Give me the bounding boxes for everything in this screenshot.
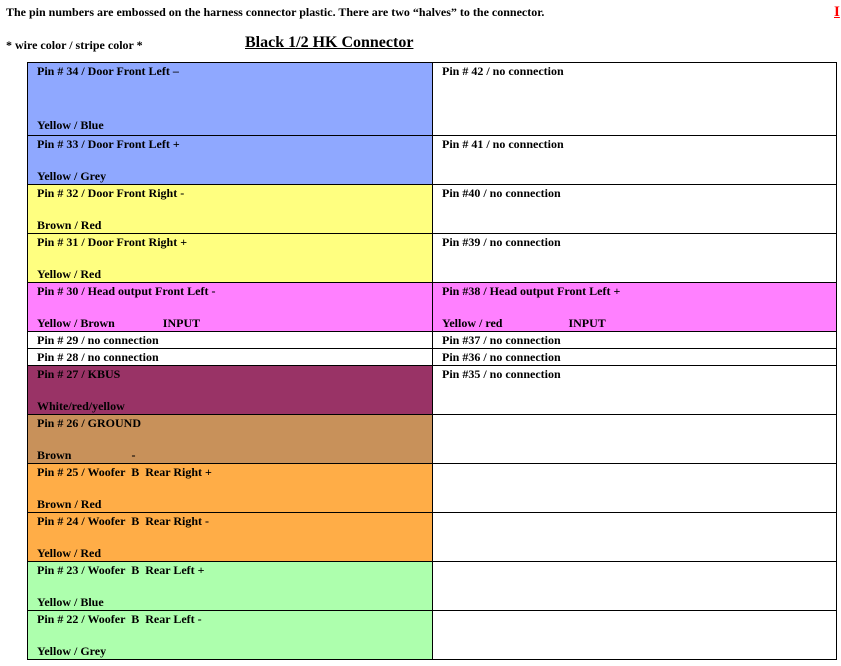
red-mark: I [834,4,840,20]
pin-label: Pin #38 / Head output Front Left + [442,284,621,298]
wire-color-label: Yellow / Grey [37,169,107,183]
pin-label: Pin # 32 / Door Front Right - [37,186,185,200]
pin-cell-left [28,366,433,415]
pin-cell-left [28,332,433,349]
pin-cell-left [28,63,433,136]
pin-label: Pin #35 / no connection [442,367,561,381]
pin-label: Pin #39 / no connection [442,235,561,249]
table-row [28,63,837,136]
pin-label: Pin # 31 / Door Front Right + [37,235,188,249]
wire-color-label: White/red/yellow [37,399,125,413]
wire-color-label: Brown / Red [37,497,102,511]
pin-label [442,611,836,627]
wire-color-label: Yellow / Blue [37,595,104,609]
table-row [28,332,837,349]
pin-cell-right [433,415,837,464]
pin-label: Pin #37 / no connection [442,333,561,347]
pin-cell-right [433,283,837,332]
table-row [28,283,837,332]
pin-cell-left [28,283,433,332]
wire-color-label: Yellow / Brown INPUT [37,316,201,330]
table-row [28,185,837,234]
pin-cell-left [28,234,433,283]
pin-cell-right [433,234,837,283]
intro-text: The pin numbers are embossed on the harness connector plastic. There are two “halves” to the connector. [6,5,545,19]
wire-color-label: Brown - [37,448,136,462]
table-row [28,415,837,464]
pin-label: Pin # 23 / Woofer B Rear Left + [37,563,205,577]
pin-cell-right [433,136,837,185]
table-row [28,349,837,366]
wire-color-label: Yellow / red INPUT [442,316,606,330]
wire-color-label: Yellow / Red [37,267,101,281]
pin-label: Pin # 33 / Door Front Left + [37,137,180,151]
table-row [28,513,837,562]
pin-label: Pin # 26 / GROUND [37,416,142,430]
connector-pin-table [27,62,837,660]
pin-cell-left [28,136,433,185]
pin-cell-left [28,611,433,660]
pin-label: Pin # 34 / Door Front Left – [37,64,179,78]
pin-cell-right [433,63,837,136]
pin-label: Pin #40 / no connection [442,186,561,200]
pin-cell-right [433,611,837,660]
pin-label: Pin # 41 / no connection [442,137,564,151]
pin-label [442,415,836,431]
pin-label: Pin # 24 / Woofer B Rear Right - [37,514,209,528]
pin-label: Pin # 29 / no connection [37,333,159,347]
pin-label [442,562,836,578]
pin-label: Pin # 30 / Head output Front Left - [37,284,216,298]
table-row [28,136,837,185]
pin-cell-right [433,513,837,562]
pin-cell-right [433,349,837,366]
pin-label [442,464,836,480]
pin-label: Pin # 27 / KBUS [37,367,121,381]
pin-label: Pin # 25 / Woofer B Rear Right + [37,465,212,479]
pin-cell-left [28,415,433,464]
pin-cell-left [28,185,433,234]
pin-cell-left [28,349,433,366]
wire-color-label: Yellow / Red [37,546,101,560]
pin-cell-right [433,332,837,349]
wire-color-label: Brown / Red [37,218,102,232]
wire-color-label: Yellow / Grey [37,644,107,658]
pin-cell-right [433,464,837,513]
table-row [28,234,837,283]
pin-cell-right [433,185,837,234]
pin-table-body [28,63,837,660]
pin-cell-left [28,562,433,611]
pin-label: Pin #36 / no connection [442,350,561,364]
table-row [28,464,837,513]
table-row [28,366,837,415]
pin-label: Pin # 22 / Woofer B Rear Left - [37,612,202,626]
pin-label [442,513,836,529]
wire-color-label: Yellow / Blue [37,118,104,132]
pin-cell-left [28,513,433,562]
pin-cell-right [433,562,837,611]
pin-cell-left [28,464,433,513]
pin-label: Pin # 28 / no connection [37,350,159,364]
table-row [28,611,837,660]
pin-label: Pin # 42 / no connection [442,64,564,78]
table-row [28,562,837,611]
pin-cell-right [433,366,837,415]
page-title: Black 1/2 HK Connector [245,34,414,51]
wire-color-note: * wire color / stripe color * [6,38,143,52]
